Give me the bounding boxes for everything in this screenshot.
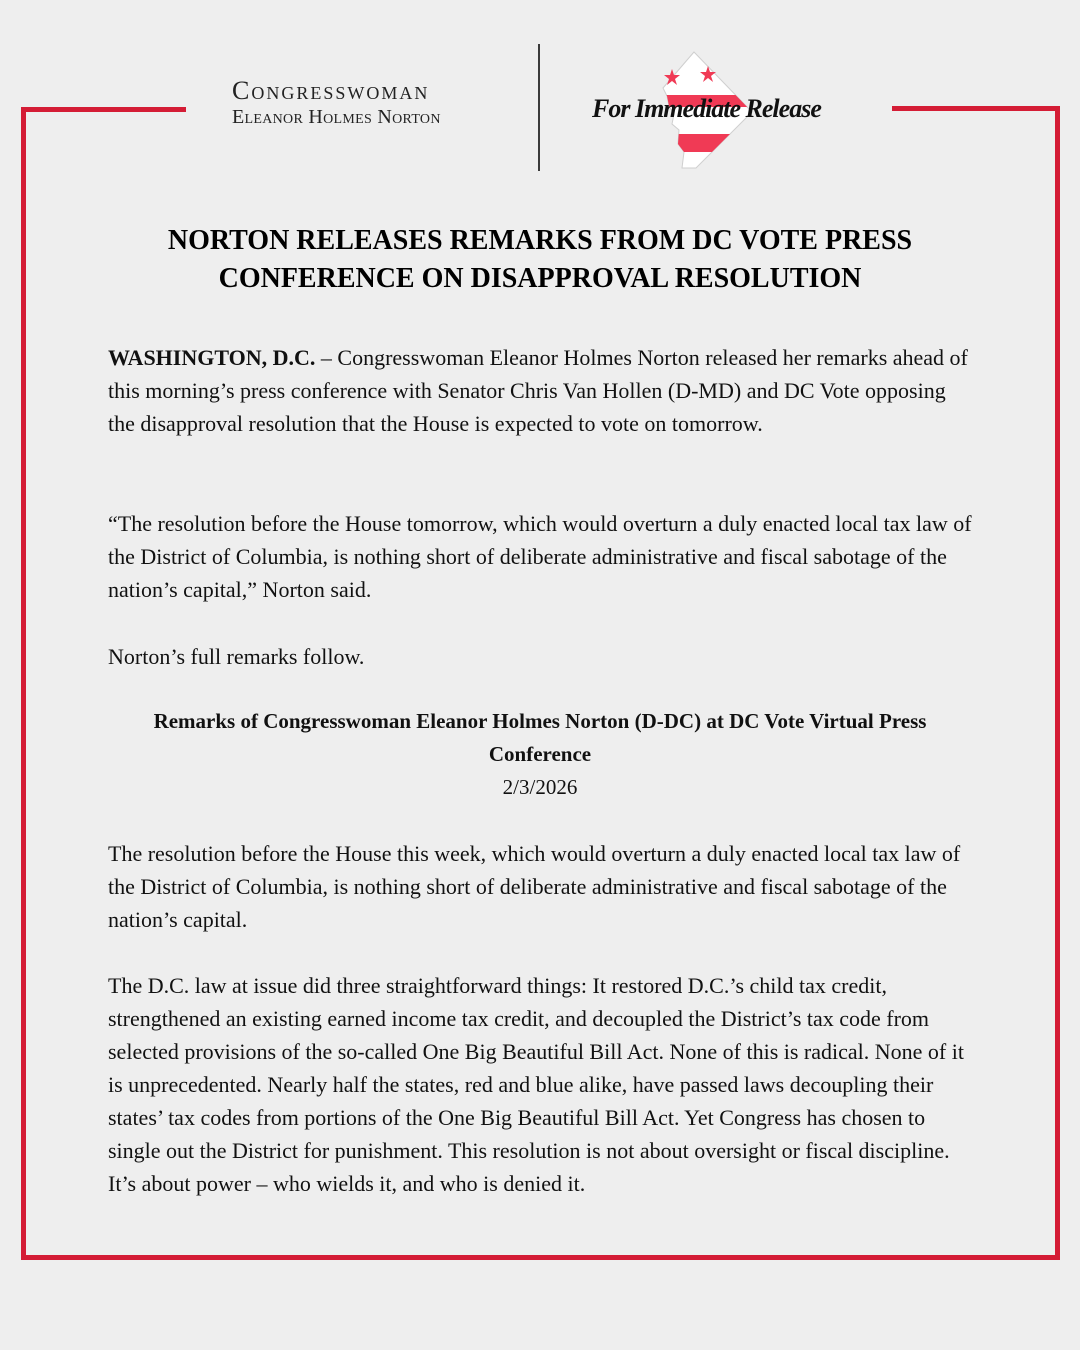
intro-paragraph [108,341,974,440]
frame-top-left [21,107,186,112]
frame-left [21,107,26,1260]
release-logo [590,44,850,174]
intro-text: – Congresswoman Eleanor Holmes Norton released her remarks ahead of this morning’s press conference with Senator Chris Van Hollen (D-MD) and DC Vote opposing the disapproval resolution that the House is expected to vote on tomorrow. [108,345,968,436]
dateline: WASHINGTON, D.C. [108,345,316,370]
remarks-date: 2/3/2026 [502,775,578,799]
frame-bottom [21,1255,1060,1260]
remarks-paragraph: The D.C. law at issue did three straightforward things: It restored D.C.’s child tax credit, strengthened an existing earned income tax credit, and decoupled the District’s tax code from selected provisions of the so-called One Big Beautiful Bill Act. None of this is radical. None of it is unprecedented. Nearly half the states, red and blue alike, have passed laws decoupling their states’ tax codes from portions of the One Big Beautiful Bill Act. Yet Congress has chosen to single out the District for punishment. This resolution is not about oversight or fiscal discipline. It’s about power – who wields it, and who is denied it. [108,973,964,1196]
masthead-line2: Eleanor Holmes Norton [232,106,441,128]
header-divider [538,44,540,171]
masthead-line1: Congresswoman [232,76,430,105]
title-line2: CONFERENCE ON DISAPPROVAL RESOLUTION [218,263,862,294]
remarks-header [100,705,980,804]
release-label: For Immediate Release [592,94,821,123]
page-title [100,222,980,298]
follow-paragraph: Norton’s full remarks follow. [108,644,365,669]
masthead [232,78,494,128]
title-line1: NORTON RELEASES REMARKS FROM DC VOTE PRESS [167,225,913,256]
frame-right [1055,106,1060,1260]
frame-top-right [892,106,1060,111]
remarks-title: Remarks of Congresswoman Eleanor Holmes Norton (D-DC) at DC Vote Virtual Press Conference [153,709,927,766]
remarks-paragraph: The resolution before the House this week, which would overturn a duly enacted local tax law of the District of Columbia, is nothing short of deliberate administrative and fiscal sabotage of the nation’s capital. [108,841,961,932]
quote-paragraph: “The resolution before the House tomorrow, which would overturn a duly enacted local tax law of the District of Columbia, is nothing short of deliberate administrative and fiscal sabotage of the nation’s capital,” Norton said. [108,511,972,602]
